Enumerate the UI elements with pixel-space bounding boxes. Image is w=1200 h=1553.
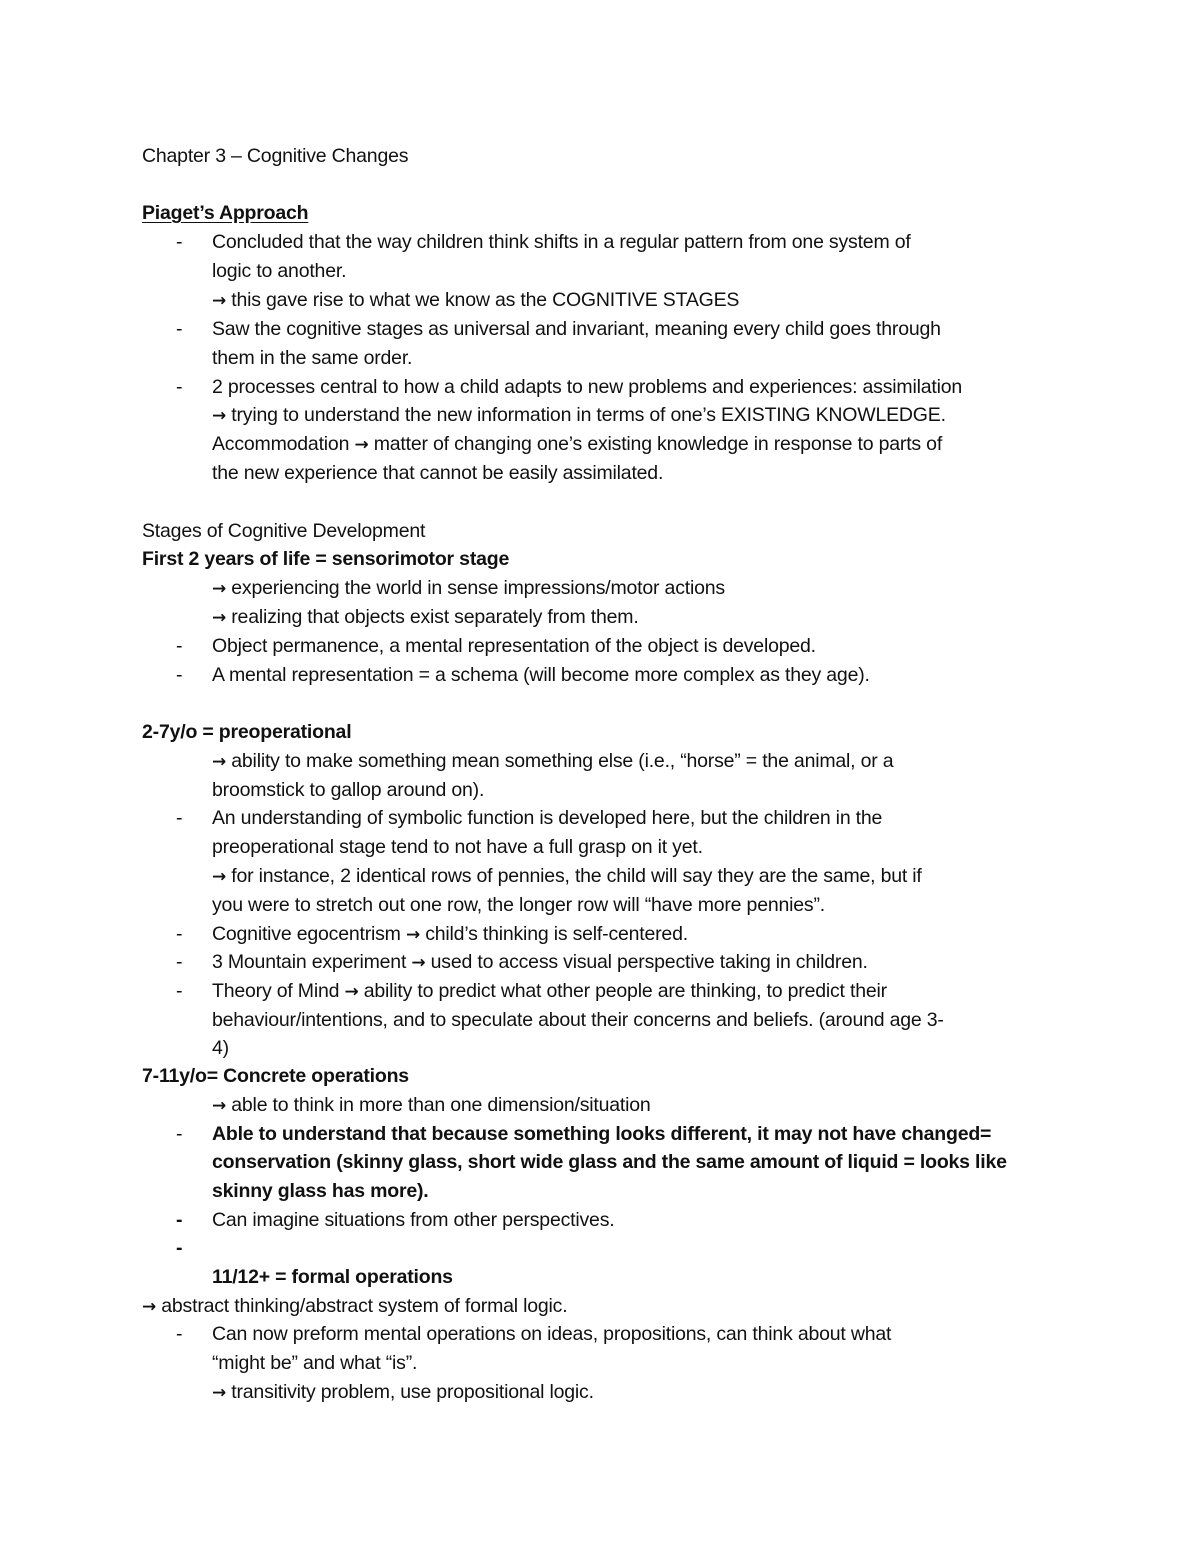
- text-line: 2 processes central to how a child adapts to new problems and experiences: assimilation: [212, 376, 963, 398]
- bullet-dash: -: [176, 231, 183, 253]
- text-line: the new experience that cannot be easily assimilated.: [212, 462, 664, 484]
- arrow-icon: →: [212, 867, 227, 887]
- text-line: 3 Mountain experiment → used to access visual perspective taking in children.: [212, 951, 868, 973]
- bullet-dash: -: [176, 923, 183, 945]
- bullet-dash: -: [176, 951, 183, 973]
- arrow-icon: →: [212, 291, 227, 311]
- section-heading-piaget: Piaget’s Approach: [142, 202, 309, 224]
- bullet-dash: -: [176, 664, 183, 686]
- text-line: broomstick to gallop around on).: [212, 779, 485, 801]
- text-line: → realizing that objects exist separately from them.: [212, 606, 639, 628]
- text-line: Accommodation → matter of changing one’s existing knowledge in response to parts of: [212, 433, 943, 455]
- arrow-icon: →: [344, 982, 359, 1002]
- text-line: → able to think in more than one dimension/situation: [212, 1094, 651, 1116]
- bullet-dash: -: [176, 318, 183, 340]
- bullet-dash: -: [176, 376, 183, 398]
- text-line: → experiencing the world in sense impressions/motor actions: [212, 577, 725, 599]
- stage-heading-sensorimotor: First 2 years of life = sensorimotor stage: [142, 548, 510, 570]
- bullet-dash: -: [176, 1209, 183, 1231]
- stage-heading-formal: 11/12+ = formal operations: [212, 1266, 453, 1288]
- text-line: 4): [212, 1037, 229, 1059]
- stage-heading-concrete: 7-11y/o= Concrete operations: [142, 1065, 409, 1087]
- arrow-icon: →: [354, 435, 369, 455]
- text-line: behaviour/intentions, and to speculate about their concerns and beliefs. (around age 3-: [212, 1009, 944, 1031]
- arrow-icon: →: [212, 1096, 227, 1116]
- text-line: Cognitive egocentrism → child’s thinking is self-centered.: [212, 923, 688, 945]
- text-line: you were to stretch out one row, the longer row will “have more pennies”.: [212, 894, 825, 916]
- text-line: → abstract thinking/abstract system of formal logic.: [142, 1295, 568, 1317]
- text-line: “might be” and what “is”.: [212, 1352, 418, 1374]
- text-line: Object permanence, a mental representation of the object is developed.: [212, 635, 816, 657]
- text-line: Theory of Mind → ability to predict what other people are thinking, to predict their: [212, 980, 887, 1002]
- text-line: → trying to understand the new information in terms of one’s EXISTING KNOWLEDGE.: [212, 404, 946, 426]
- text-line: → for instance, 2 identical rows of pennies, the child will say they are the same, but if: [212, 865, 922, 887]
- bullet-dash: -: [176, 807, 183, 829]
- arrow-icon: →: [212, 579, 227, 599]
- document-title: Chapter 3 – Cognitive Changes: [142, 145, 409, 167]
- text-line: Saw the cognitive stages as universal and invariant, meaning every child goes through: [212, 318, 941, 340]
- bullet-dash: -: [176, 1123, 183, 1145]
- bullet-dash: -: [176, 1323, 183, 1345]
- text-line: Able to understand that because something looks different, it may not have changed=: [212, 1123, 992, 1145]
- arrow-icon: →: [212, 1383, 227, 1403]
- text-line: → ability to make something mean something else (i.e., “horse” = the animal, or a: [212, 750, 894, 772]
- bullet-dash: -: [176, 1237, 183, 1259]
- text-line: → transitivity problem, use propositional logic.: [212, 1381, 594, 1403]
- arrow-icon: →: [142, 1297, 157, 1317]
- bullet-dash: -: [176, 980, 183, 1002]
- arrow-icon: →: [212, 406, 227, 426]
- stage-heading-preoperational: 2-7y/o = preoperational: [142, 721, 352, 743]
- text-line: Can imagine situations from other perspectives.: [212, 1209, 615, 1231]
- text-line: Can now preform mental operations on ideas, propositions, can think about what: [212, 1323, 892, 1345]
- text-line: → this gave rise to what we know as the COGNITIVE STAGES: [212, 289, 740, 311]
- arrow-icon: →: [212, 608, 227, 628]
- section-heading-stages: Stages of Cognitive Development: [142, 520, 426, 542]
- text-line: skinny glass has more).: [212, 1180, 429, 1202]
- arrow-icon: →: [405, 925, 420, 945]
- text-line: logic to another.: [212, 260, 347, 282]
- bullet-dash: -: [176, 635, 183, 657]
- text-line: preoperational stage tend to not have a full grasp on it yet.: [212, 836, 703, 858]
- text-line: them in the same order.: [212, 347, 413, 369]
- text-line: conservation (skinny glass, short wide glass and the same amount of liquid = looks like: [212, 1151, 1007, 1173]
- text-line: An understanding of symbolic function is developed here, but the children in the: [212, 807, 883, 829]
- text-line: Concluded that the way children think shifts in a regular pattern from one system of: [212, 231, 911, 253]
- arrow-icon: →: [212, 752, 227, 772]
- text-line: A mental representation = a schema (will become more complex as they age).: [212, 664, 870, 686]
- arrow-icon: →: [411, 953, 426, 973]
